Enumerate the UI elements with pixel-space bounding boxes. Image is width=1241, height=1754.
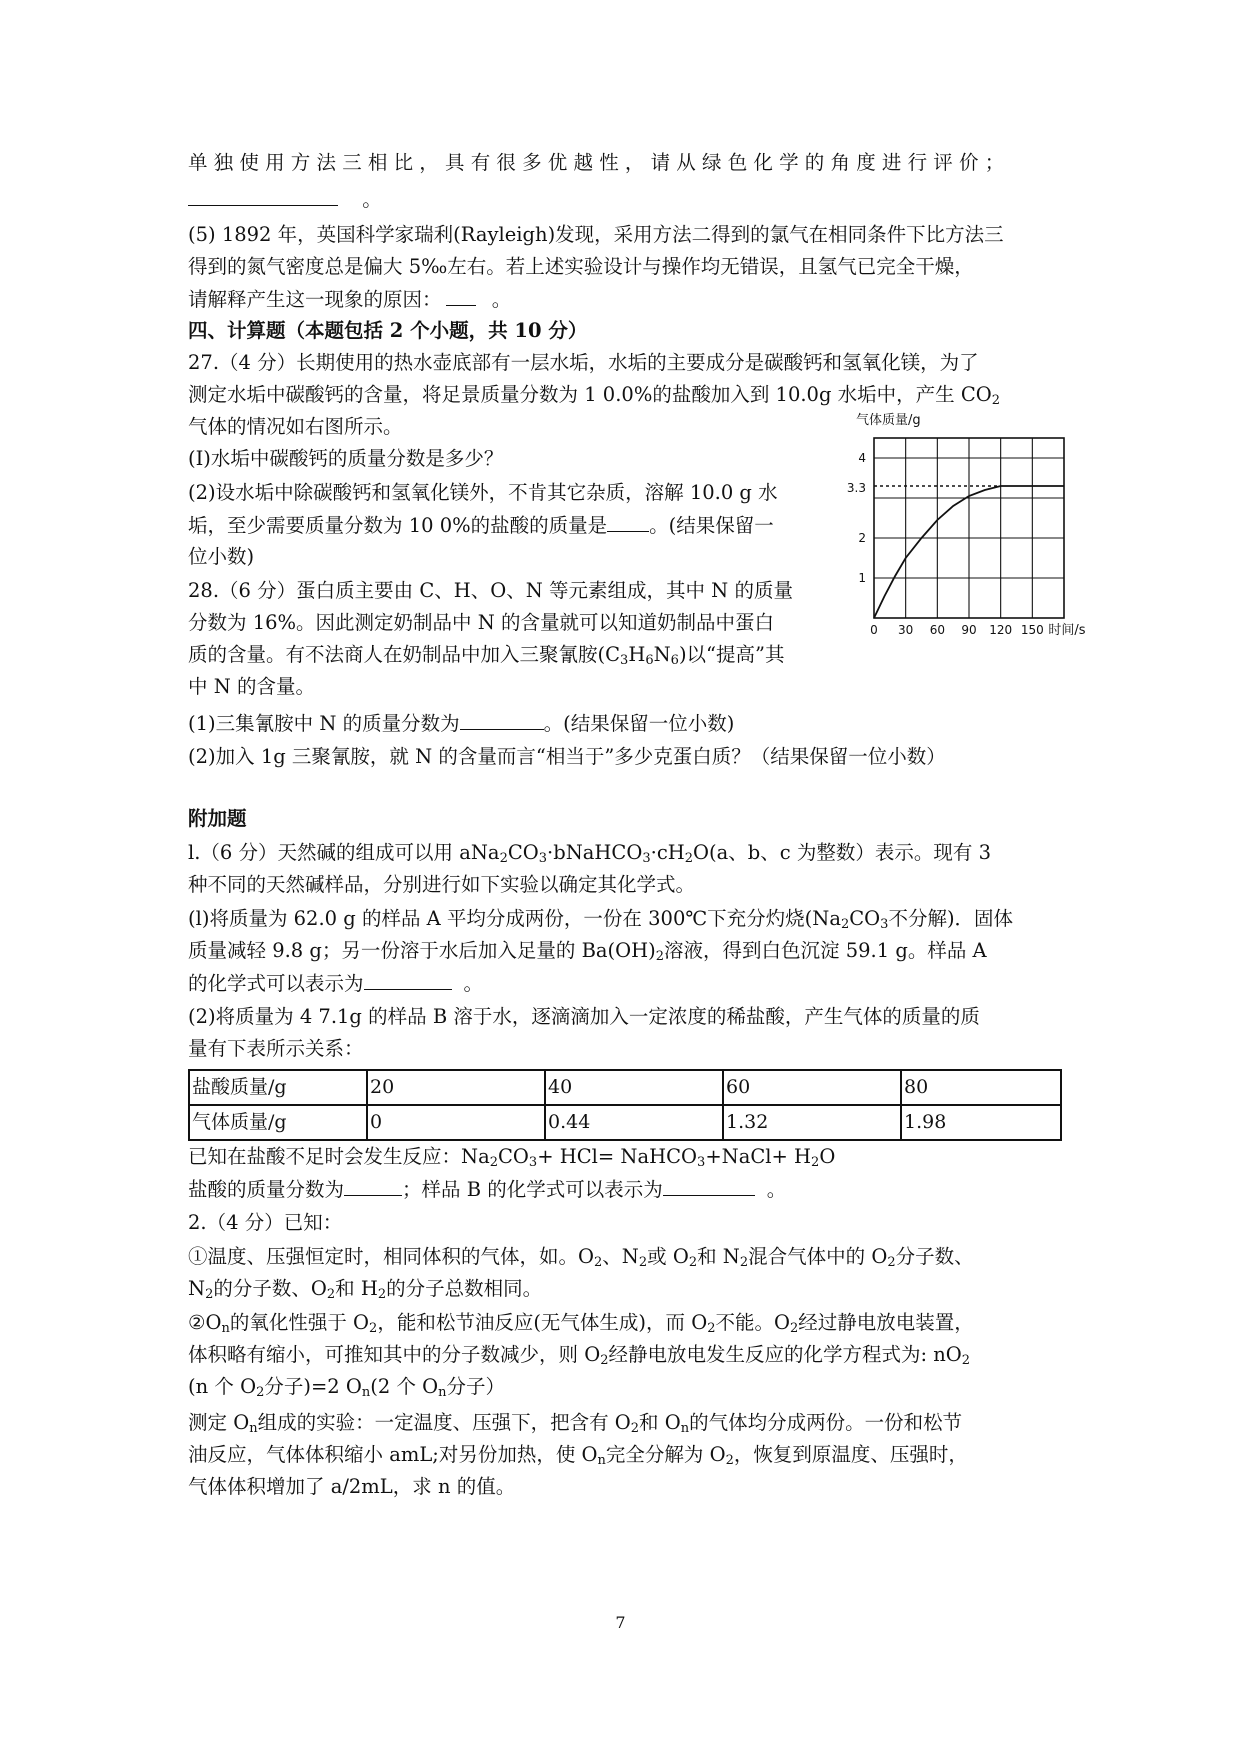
q27-part-2-line-2 — [188, 509, 774, 542]
table-cell: 1.98 — [901, 1105, 1061, 1140]
text: (a、b、c 为整数）表示。现有 3 — [709, 841, 991, 864]
subscript: 2 — [790, 1321, 799, 1336]
section-heading: 四、计算题（本题包括 2 个小题，共 10 分） — [188, 319, 588, 342]
table-row — [189, 1070, 1061, 1105]
q26-p5-line-3-text: 请解释产生这一现象的原因： — [188, 288, 442, 311]
gas-mass-chart — [838, 408, 1086, 648]
q26-p5-line-3-end: 。 — [491, 288, 512, 311]
text: 组成的实验：一定温度、压强下，把含有 O — [257, 1411, 631, 1434]
subscript: n — [597, 1453, 606, 1468]
extra-q2-line-1: 2.（4 分）已知： — [188, 1211, 343, 1234]
text: 质量减轻 9.8 g；另一份溶于水后加入足量的 Ba(OH) — [188, 939, 656, 962]
text: 的氧化性强于 O — [229, 1311, 370, 1334]
chart-grid — [874, 438, 1064, 618]
subscript: 2 — [256, 1385, 265, 1400]
page-number: 7 — [615, 1613, 626, 1632]
extra-q2-line-7 — [188, 1407, 962, 1439]
text: 溶液，得到白色沉淀 59.1 g。样品 A — [664, 939, 987, 962]
chart-x-tick-label: 30 — [898, 623, 914, 637]
chart-y-tick-label: 4 — [858, 451, 866, 465]
table-cell: 60 — [723, 1070, 901, 1105]
extra-q1-line-1 — [188, 837, 991, 869]
text: 经过静电放电装置， — [798, 1311, 974, 1334]
text: ②O — [188, 1311, 222, 1334]
text: 完全分解为 O — [605, 1443, 726, 1466]
text: O — [819, 1145, 836, 1168]
extra-q2-line-8 — [188, 1439, 968, 1471]
extra-q2-line-6 — [188, 1371, 505, 1403]
subscript: 2 — [205, 1287, 214, 1302]
table-cell: 40 — [545, 1070, 723, 1105]
q27-part-2-line-1: (2)设水垢中除碳酸钙和氢氧化镁外，不肯其它杂质，溶解 10.0 g 水 — [188, 481, 778, 504]
answer-blank[interactable] — [607, 509, 649, 532]
subscript: n — [249, 1421, 258, 1436]
extra-q2-line-4 — [188, 1307, 974, 1339]
table-row — [189, 1105, 1061, 1140]
subscript: 3 — [620, 653, 629, 668]
extra-q2-line-9: 气体体积增加了 a/2mL，求 n 的值。 — [188, 1475, 516, 1498]
text: 和 O — [639, 1411, 681, 1434]
text: 分子数、 — [895, 1245, 974, 1268]
text: 盐酸的质量分数为 — [188, 1178, 345, 1201]
answer-blank[interactable] — [446, 283, 476, 306]
q28-part-2: (2)加入 1g 三聚氰胺，就 N 的含量而言“相当于”多少克蛋白质？（结果保留一位小数） — [188, 745, 946, 768]
table-cell: 气体质量/g — [189, 1105, 367, 1140]
subscript: 2 — [961, 1353, 971, 1368]
subscript: 2 — [688, 1255, 698, 1270]
text: +NaCl+ H — [705, 1145, 812, 1168]
q28-line-1: 28.（6 分）蛋白质主要由 C、H、O、N 等元素组成，其中 N 的质量 — [188, 579, 793, 602]
text: 和 H — [335, 1277, 378, 1300]
extra-q1-part-1-line-2 — [188, 935, 987, 967]
table-cell: 80 — [901, 1070, 1061, 1105]
subscript: 2 — [887, 1255, 896, 1270]
subscript: 2 — [499, 851, 508, 866]
text: 经静电放电发生反应的化学方程式为: nO — [608, 1343, 962, 1366]
q28-part-1-text-end: 。(结果保留一位小数) — [543, 712, 735, 735]
text: 、N — [602, 1245, 639, 1268]
text: 分子） — [446, 1375, 506, 1398]
subscript: n — [221, 1321, 230, 1336]
extra-q1-part-2-line-1: (2)将质量为 4 7.1g 的样品 B 溶于水，逐滴滴加入一定浓度的稀盐酸，产生气体的质量的质 — [188, 1005, 980, 1028]
q28-text: H — [628, 643, 646, 666]
subscript: 6 — [645, 653, 654, 668]
q28-line-3 — [188, 639, 785, 671]
q26-line-2 — [188, 183, 382, 216]
chart-x-axis-label: 时间/s — [1048, 623, 1086, 638]
subscript: 2 — [630, 1421, 640, 1436]
subscript: 2 — [707, 1321, 716, 1336]
table-cell: 1.32 — [723, 1105, 901, 1140]
q28-line-4: 中 N 的含量。 — [188, 675, 315, 698]
q28-line-2: 分数为 16%。因此测定奶制品中 N 的含量就可以知道奶制品中蛋白 — [188, 611, 775, 634]
answer-blank[interactable] — [364, 967, 452, 990]
extra-q2-line-2 — [188, 1241, 974, 1273]
subscript: 2 — [377, 1287, 387, 1302]
subscript: 6 — [670, 653, 679, 668]
subscript: 3 — [538, 851, 548, 866]
subscript: 2 — [991, 393, 1001, 408]
q26-line-2-end: 。 — [362, 188, 382, 211]
hcl-gas-table — [188, 1069, 1062, 1141]
extra-q1-part-1-line-1 — [188, 903, 1013, 935]
subscript: 2 — [594, 1255, 603, 1270]
chart-y-tick-label: 3.3 — [846, 481, 866, 495]
chart-ticks — [847, 451, 1044, 637]
extra-q1-part-2-line-2: 量有下表所示关系： — [188, 1037, 364, 1060]
q26-p5-line-2: 得到的氮气密度总是偏大 5‰左右。若上述实验设计与操作均无错误，且氢气已完全干燥， — [188, 255, 974, 278]
answer-blank[interactable] — [663, 1173, 755, 1196]
subscript: 2 — [655, 949, 665, 964]
text: l.（6 分）天然碱的组成可以用 aNa — [188, 841, 500, 864]
text: 的分子总数相同。 — [386, 1277, 543, 1300]
text: + HCl= NaHCO — [537, 1145, 698, 1168]
text: CO — [849, 907, 881, 930]
chart-x-tick-label: 60 — [929, 623, 945, 637]
text: 已知在盐酸不足时会发生反应：Na — [188, 1145, 490, 1168]
text: 和 N — [697, 1245, 740, 1268]
q27-line-2 — [188, 379, 1000, 411]
text: (l)将质量为 62.0 g 的样品 A 平均分成两份，一份在 300℃下充分灼烧(Na — [188, 907, 841, 930]
text: ·cH — [650, 841, 685, 864]
subscript: 2 — [489, 1155, 498, 1170]
subscript: 2 — [811, 1155, 820, 1170]
q28-part-1-text: (1)三集氰胺中 N 的质量分数为 — [188, 712, 460, 735]
q27-part-2-text: 垢，至少需要质量分数为 10 0%的盐酸的质量是 — [188, 514, 608, 537]
subscript: 3 — [880, 917, 889, 932]
q28-text: 质的含量。有不法商人在奶制品中加入三聚氰胺(C — [188, 643, 621, 666]
subscript: 3 — [528, 1155, 538, 1170]
extra-q1-part-1-line-3 — [188, 967, 483, 1000]
text: 不分解)．固体 — [888, 907, 1014, 930]
q26-line-1-text: 单独使用方法三相比，具有很多优越性，请从绿色化学的角度进行评价； — [188, 151, 1011, 174]
extra-heading: 附加题 — [188, 807, 247, 830]
subscript: n — [680, 1421, 690, 1436]
text: (2 个 O — [370, 1375, 439, 1398]
q27-part-1: (I)水垢中碳酸钙的质量分数是多少？ — [188, 447, 504, 470]
q27-line-2-text: 测定水垢中碳酸钙的含量，将足景质量分数为 1 0.0%的盐酸加入到 10.0g 水垢中，产生 CO — [188, 383, 992, 406]
answer-blank[interactable] — [460, 707, 544, 730]
chart-x-tick-label: 150 — [1020, 623, 1044, 637]
subscript: 2 — [600, 1353, 609, 1368]
chart-x-tick-label: 90 — [961, 623, 977, 637]
text: ·bNaHCO — [547, 841, 643, 864]
text: 或 O — [647, 1245, 689, 1268]
text: O — [693, 841, 710, 864]
table-cell: 0 — [367, 1105, 545, 1140]
text: 混合气体中的 O — [748, 1245, 888, 1268]
extra-q1-line-2: 种不同的天然碱样品，分别进行如下实验以确定其化学式。 — [188, 873, 696, 896]
extra-q2-line-3 — [188, 1273, 542, 1305]
chart-y-tick-label: 1 — [858, 571, 866, 585]
q26-p5-line-3 — [188, 283, 511, 316]
text: 。 — [463, 972, 484, 995]
q27-part-2-line-3: 位小数) — [188, 545, 255, 568]
q27-line-1: 27.（4 分）长期使用的热水壶底部有一层水垢，水垢的主要成分是碳酸钙和氢氧化镁，为了 — [188, 351, 979, 374]
text: ，恢复到原温度、压强时， — [733, 1443, 968, 1466]
text: 不能。O — [715, 1311, 790, 1334]
subscript: 2 — [326, 1287, 336, 1302]
subscript: 2 — [739, 1255, 749, 1270]
q28-part-1 — [188, 707, 734, 740]
answer-blank[interactable] — [344, 1173, 402, 1196]
chart-y-tick-label: 2 — [858, 531, 866, 545]
subscript: 3 — [697, 1155, 706, 1170]
subscript: 2 — [725, 1453, 734, 1468]
subscript: 2 — [684, 851, 694, 866]
table-cell: 0.44 — [545, 1105, 723, 1140]
extra-q1-reaction — [188, 1141, 835, 1173]
q27-part-2-text-end: 。(结果保留一 — [649, 514, 774, 537]
text: 体积略有缩小，可推知其中的分子数减少，则 O — [188, 1343, 601, 1366]
subscript: 3 — [642, 851, 651, 866]
q26-line-1 — [188, 147, 1010, 179]
extra-q2-line-5 — [188, 1339, 970, 1371]
text: 分子)=2 O — [264, 1375, 362, 1398]
text: ；样品 B 的化学式可以表示为 — [402, 1178, 663, 1201]
text: 的分子数、O — [213, 1277, 327, 1300]
chart-x-tick-label: 0 — [870, 623, 878, 637]
text: CO — [507, 841, 539, 864]
subscript: 2 — [369, 1321, 378, 1336]
subscript: n — [361, 1385, 371, 1400]
subscript: 2 — [638, 1255, 648, 1270]
text: ①温度、压强恒定时，相同体积的气体，如。O — [188, 1245, 594, 1268]
subscript: 2 — [840, 917, 850, 932]
chart-y-axis-label: 气体质量/g — [856, 413, 921, 428]
text: ，能和松节油反应(无气体生成)，而 O — [377, 1311, 708, 1334]
q28-text: )以“提高”其 — [678, 643, 785, 666]
text: 。 — [766, 1178, 787, 1201]
text: 的气体均分成两份。一份和松节 — [689, 1411, 963, 1434]
table-cell: 20 — [367, 1070, 545, 1105]
subscript: n — [438, 1385, 447, 1400]
text: 测定 O — [188, 1411, 250, 1434]
table-cell: 盐酸质量/g — [189, 1070, 367, 1105]
text: CO — [497, 1145, 529, 1168]
text: 的化学式可以表示为 — [188, 972, 364, 995]
q28-text: N — [653, 643, 671, 666]
answer-blank[interactable] — [188, 183, 338, 206]
chart-x-tick-label: 120 — [989, 623, 1013, 637]
q27-line-3: 气体的情况如右图所示。 — [188, 415, 403, 438]
text: 油反应，气体体积缩小 amL;对另份加热，使 O — [188, 1443, 598, 1466]
q26-p5-line-1: (5) 1892 年，英国科学家瑞利(Rayleigh)发现，采用方法二得到的氯气在相同条件下比方法三 — [188, 223, 1004, 246]
text: (n 个 O — [188, 1375, 257, 1398]
text: N — [188, 1277, 206, 1300]
extra-q1-answers — [188, 1173, 786, 1206]
